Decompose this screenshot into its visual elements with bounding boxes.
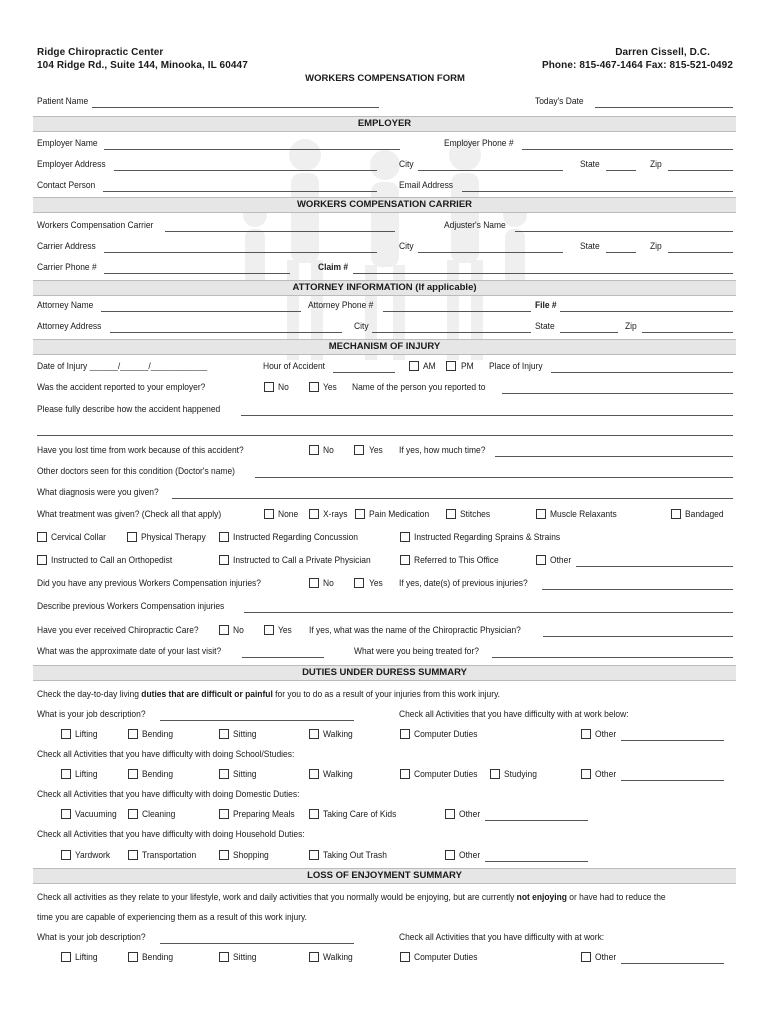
treated-for-label: What were you being treated for?	[354, 646, 479, 656]
duties-job-desc-field[interactable]	[160, 720, 354, 721]
treatment-concussion-label: Instructed Regarding Concussion	[233, 532, 358, 542]
household-yardwork-label: Yardwork	[75, 850, 111, 860]
domestic-vacuuming-label: Vacuuming	[75, 809, 117, 819]
reported-to-label: Name of the person you reported to	[352, 382, 486, 392]
household-other-field[interactable]	[485, 861, 588, 862]
describe-accident-label: Please fully describe how the accident happened	[37, 404, 221, 414]
claim-field[interactable]	[353, 273, 733, 274]
school-lifting-checkbox[interactable]	[61, 769, 71, 779]
treatment-concussion-checkbox[interactable]	[219, 532, 229, 542]
employer-zip-label: Zip	[650, 159, 662, 169]
domestic-meals-checkbox[interactable]	[219, 809, 229, 819]
lost-time-yes-label: Yes	[369, 445, 383, 455]
school-other-field[interactable]	[621, 780, 724, 781]
last-visit-field[interactable]	[242, 657, 324, 658]
work-lifting-checkbox[interactable]	[61, 729, 71, 739]
describe-previous-label: Describe previous Workers Compensation injuries	[37, 601, 225, 611]
enjoyment-intro-line2: time you are capable of experiencing them as a result of this work injury.	[37, 912, 307, 922]
employer-state-field[interactable]	[606, 170, 636, 171]
domestic-other-label: Other	[459, 809, 481, 819]
work-lifting-label: Lifting	[75, 729, 98, 739]
work-other-label: Other	[595, 729, 617, 739]
duties-job-desc-label: What is your job description?	[37, 709, 146, 719]
treatment-other-label: Other	[550, 555, 572, 565]
household-other-label: Other	[459, 850, 481, 860]
treatment-ortho-checkbox[interactable]	[37, 555, 47, 565]
duties-intro	[37, 689, 500, 699]
how-much-time-label: If yes, how much time?	[399, 445, 486, 455]
enjoy-walking-label: Walking	[323, 952, 353, 962]
enjoy-computer-label: Computer Duties	[414, 952, 478, 962]
date-of-injury-label: Date of Injury ______/______/____________	[37, 361, 208, 371]
treatment-stitches-label: Stitches	[460, 509, 491, 519]
patient-name-label: Patient Name	[37, 96, 89, 106]
work-computer-checkbox[interactable]	[400, 729, 410, 739]
doctor-name: Darren Cissell, D.C.	[615, 47, 710, 58]
school-walking-checkbox[interactable]	[309, 769, 319, 779]
phone-fax: Phone: 815-467-1464 Fax: 815-521-0492	[541, 60, 733, 71]
household-other-checkbox[interactable]	[445, 850, 455, 860]
adjuster-name-field[interactable]	[515, 231, 733, 232]
treatment-pt-label: Physical Therapy	[141, 532, 206, 542]
treatment-collar-checkbox[interactable]	[37, 532, 47, 542]
carrier-phone-field[interactable]	[104, 273, 290, 274]
reported-question: Was the accident reported to your employer?	[37, 382, 206, 392]
attorney-city-label: City	[354, 321, 369, 331]
enjoy-bending-label: Bending	[142, 952, 174, 962]
clinic-address: 104 Ridge Rd., Suite 144, Minooka, IL 60447	[37, 60, 248, 71]
work-sitting-label: Sitting	[233, 729, 257, 739]
enjoy-lifting-label: Lifting	[75, 952, 98, 962]
file-label: File #	[535, 300, 557, 310]
treatment-question: What treatment was given? (Check all that apply)	[37, 509, 222, 519]
domestic-meals-label: Preparing Meals	[233, 809, 295, 819]
clinic-name: Ridge Chiropractic Center	[37, 47, 164, 58]
chiro-yes-checkbox[interactable]	[264, 625, 274, 635]
attorney-zip-field[interactable]	[642, 332, 733, 333]
duties-intro-a: Check the day-to-day living	[37, 689, 142, 699]
school-computer-checkbox[interactable]	[400, 769, 410, 779]
lost-time-question: Have you lost time from work because of this accident?	[37, 445, 244, 455]
form-title: WORKERS COMPENSATION FORM	[305, 73, 465, 84]
attorney-name-label: Attorney Name	[37, 300, 94, 310]
attorney-state-field[interactable]	[560, 332, 618, 333]
carrier-city-field[interactable]	[418, 252, 563, 253]
enjoyment-job-desc-label: What is your job description?	[37, 932, 146, 942]
treatment-other-checkbox[interactable]	[536, 555, 546, 565]
previous-yes-checkbox[interactable]	[354, 578, 364, 588]
place-of-injury-field[interactable]	[551, 372, 733, 373]
employer-city-label: City	[399, 159, 414, 169]
carrier-state-label: State	[580, 241, 600, 251]
enjoy-sitting-checkbox[interactable]	[219, 952, 229, 962]
attorney-city-field[interactable]	[372, 332, 531, 333]
household-trash-label: Taking Out Trash	[323, 850, 387, 860]
employer-address-label: Employer Address	[37, 159, 106, 169]
enjoyment-intro-b: not enjoying	[516, 892, 567, 902]
section-duties: DUTIES UNDER DURESS SUMMARY	[33, 665, 736, 681]
carrier-state-field[interactable]	[606, 252, 636, 253]
attorney-zip-label: Zip	[625, 321, 637, 331]
pm-checkbox[interactable]	[446, 361, 456, 371]
treatment-pt-checkbox[interactable]	[127, 532, 137, 542]
school-studying-label: Studying	[504, 769, 537, 779]
treatment-private-checkbox[interactable]	[219, 555, 229, 565]
adjuster-name-label: Adjuster's Name	[444, 220, 506, 230]
chiro-care-question: Have you ever received Chiropractic Care?	[37, 625, 199, 635]
household-transportation-checkbox[interactable]	[128, 850, 138, 860]
todays-date-field[interactable]	[595, 107, 733, 108]
treatment-xrays-label: X-rays	[323, 509, 348, 519]
work-computer-label: Computer Duties	[414, 729, 478, 739]
carrier-address-field[interactable]	[104, 252, 377, 253]
enjoyment-intro-c: or have had to reduce the	[566, 892, 666, 902]
todays-date-label: Today's Date	[535, 96, 584, 106]
am-checkbox[interactable]	[409, 361, 419, 371]
other-doctors-label: Other doctors seen for this condition (Doctor's name)	[37, 466, 235, 476]
treatment-sprains-checkbox[interactable]	[400, 532, 410, 542]
treatment-stitches-checkbox[interactable]	[446, 509, 456, 519]
last-visit-label: What was the approximate date of your last visit?	[37, 646, 222, 656]
email-address-label: Email Address	[399, 180, 454, 190]
treatment-muscle-label: Muscle Relaxants	[550, 509, 617, 519]
school-studying-checkbox[interactable]	[490, 769, 500, 779]
duties-work-label: Check all Activities that you have difficulty with at work below:	[399, 709, 629, 719]
reported-to-field[interactable]	[502, 393, 733, 394]
describe-accident-field[interactable]	[241, 415, 733, 416]
enjoy-bending-checkbox[interactable]	[128, 952, 138, 962]
enjoy-walking-checkbox[interactable]	[309, 952, 319, 962]
previous-dates-field[interactable]	[542, 589, 733, 590]
household-shopping-label: Shopping	[233, 850, 269, 860]
diagnosis-field[interactable]	[172, 498, 733, 499]
attorney-phone-label: Attorney Phone #	[308, 300, 374, 310]
attorney-address-field[interactable]	[110, 332, 342, 333]
domestic-vacuuming-checkbox[interactable]	[61, 809, 71, 819]
hour-of-accident-label: Hour of Accident	[263, 361, 326, 371]
contact-person-label: Contact Person	[37, 180, 96, 190]
duties-domestic-label: Check all Activities that you have difficulty with doing Domestic Duties:	[37, 789, 300, 799]
previous-no-label: No	[323, 578, 334, 588]
treatment-other-field[interactable]	[576, 566, 733, 567]
treatment-referred-checkbox[interactable]	[400, 555, 410, 565]
domestic-kids-checkbox[interactable]	[309, 809, 319, 819]
treatment-bandaged-label: Bandaged	[685, 509, 724, 519]
treatment-collar-label: Cervical Collar	[51, 532, 106, 542]
school-walking-label: Walking	[323, 769, 353, 779]
treatment-muscle-checkbox[interactable]	[536, 509, 546, 519]
work-bending-checkbox[interactable]	[128, 729, 138, 739]
domestic-kids-label: Taking Care of Kids	[323, 809, 397, 819]
attorney-name-field[interactable]	[101, 311, 301, 312]
claim-label: Claim #	[318, 262, 349, 272]
enjoy-other-field[interactable]	[621, 963, 724, 964]
carrier-name-field[interactable]	[165, 231, 395, 232]
file-field[interactable]	[560, 311, 733, 312]
domestic-other-checkbox[interactable]	[445, 809, 455, 819]
treatment-xrays-checkbox[interactable]	[309, 509, 319, 519]
treatment-none-checkbox[interactable]	[264, 509, 274, 519]
employer-city-field[interactable]	[418, 170, 563, 171]
chiro-physician-field[interactable]	[543, 636, 733, 637]
treated-for-field[interactable]	[492, 657, 733, 658]
work-walking-checkbox[interactable]	[309, 729, 319, 739]
duties-school-label: Check all Activities that you have difficulty with doing School/Studies:	[37, 749, 295, 759]
enjoyment-job-desc-field[interactable]	[160, 943, 354, 944]
domestic-cleaning-label: Cleaning	[142, 809, 176, 819]
carrier-zip-field[interactable]	[668, 252, 733, 253]
reported-no-label: No	[278, 382, 289, 392]
employer-name-label: Employer Name	[37, 138, 98, 148]
attorney-address-label: Attorney Address	[37, 321, 102, 331]
lost-time-no-label: No	[323, 445, 334, 455]
school-sitting-label: Sitting	[233, 769, 257, 779]
school-bending-checkbox[interactable]	[128, 769, 138, 779]
lost-time-no-checkbox[interactable]	[309, 445, 319, 455]
school-sitting-checkbox[interactable]	[219, 769, 229, 779]
previous-yes-label: Yes	[369, 578, 383, 588]
domestic-cleaning-checkbox[interactable]	[128, 809, 138, 819]
attorney-state-label: State	[535, 321, 555, 331]
household-yardwork-checkbox[interactable]	[61, 850, 71, 860]
school-other-label: Other	[595, 769, 617, 779]
treatment-pain-checkbox[interactable]	[355, 509, 365, 519]
hour-of-accident-field[interactable]	[333, 372, 395, 373]
employer-name-field[interactable]	[104, 149, 400, 150]
treatment-private-label: Instructed to Call a Private Physician	[233, 555, 371, 565]
enjoy-sitting-label: Sitting	[233, 952, 257, 962]
section-mechanism: MECHANISM OF INJURY	[33, 339, 736, 355]
reported-yes-label: Yes	[323, 382, 337, 392]
employer-phone-field[interactable]	[522, 149, 733, 150]
treatment-none-label: None	[278, 509, 299, 519]
enjoy-other-checkbox[interactable]	[581, 952, 591, 962]
describe-previous-field[interactable]	[244, 612, 733, 613]
email-address-field[interactable]	[462, 191, 733, 192]
enjoyment-work-label: Check all Activities that you have difficulty with at work:	[399, 932, 605, 942]
enjoyment-intro	[37, 892, 666, 902]
previous-dates-label: If yes, date(s) of previous injuries?	[399, 578, 528, 588]
enjoy-lifting-checkbox[interactable]	[61, 952, 71, 962]
treatment-pain-label: Pain Medication	[369, 509, 430, 519]
domestic-other-field[interactable]	[485, 820, 588, 821]
pm-label: PM	[461, 361, 474, 371]
chiro-no-label: No	[233, 625, 244, 635]
carrier-address-label: Carrier Address	[37, 241, 96, 251]
section-employer: EMPLOYER	[33, 116, 736, 132]
work-other-field[interactable]	[621, 740, 724, 741]
carrier-name-label: Workers Compensation Carrier	[37, 220, 154, 230]
employer-zip-field[interactable]	[668, 170, 733, 171]
work-bending-label: Bending	[142, 729, 174, 739]
work-sitting-checkbox[interactable]	[219, 729, 229, 739]
section-attorney: ATTORNEY INFORMATION (If applicable)	[33, 280, 736, 296]
employer-address-field[interactable]	[114, 170, 377, 171]
reported-yes-checkbox[interactable]	[309, 382, 319, 392]
contact-person-field[interactable]	[103, 191, 377, 192]
duties-intro-b: duties that are difficult or painful	[141, 689, 273, 699]
employer-phone-label: Employer Phone #	[444, 138, 514, 148]
carrier-city-label: City	[399, 241, 414, 251]
duties-household-label: Check all Activities that you have difficulty with doing Household Duties:	[37, 829, 305, 839]
carrier-zip-label: Zip	[650, 241, 662, 251]
enjoy-computer-checkbox[interactable]	[400, 952, 410, 962]
employer-state-label: State	[580, 159, 600, 169]
attorney-phone-field[interactable]	[383, 311, 531, 312]
school-bending-label: Bending	[142, 769, 174, 779]
section-enjoyment: LOSS OF ENJOYMENT SUMMARY	[33, 868, 736, 884]
household-transportation-label: Transportation	[142, 850, 197, 860]
work-other-checkbox[interactable]	[581, 729, 591, 739]
am-label: AM	[423, 361, 436, 371]
treatment-ortho-label: Instructed to Call an Orthopedist	[51, 555, 173, 565]
household-trash-checkbox[interactable]	[309, 850, 319, 860]
school-other-checkbox[interactable]	[581, 769, 591, 779]
chiro-physician-label: If yes, what was the name of the Chiropractic Physician?	[309, 625, 521, 635]
chiro-yes-label: Yes	[278, 625, 292, 635]
treatment-sprains-label: Instructed Regarding Sprains & Strains	[414, 532, 561, 542]
lost-time-yes-checkbox[interactable]	[354, 445, 364, 455]
describe-accident-field-2[interactable]	[37, 435, 733, 436]
duties-intro-c: for you to do as a result of your injuries from this work injury.	[272, 689, 501, 699]
section-carrier: WORKERS COMPENSATION CARRIER	[33, 197, 736, 213]
how-much-time-field[interactable]	[495, 456, 733, 457]
household-shopping-checkbox[interactable]	[219, 850, 229, 860]
chiro-no-checkbox[interactable]	[219, 625, 229, 635]
patient-name-field[interactable]	[92, 107, 379, 108]
enjoyment-intro-a: Check all activities as they relate to your lifestyle, work and daily activities that you normally would be enjoying, but are currently	[37, 892, 517, 902]
other-doctors-field[interactable]	[255, 477, 733, 478]
diagnosis-label: What diagnosis were you given?	[37, 487, 159, 497]
watermark-figures-image	[215, 125, 555, 375]
school-computer-label: Computer Duties	[414, 769, 478, 779]
school-lifting-label: Lifting	[75, 769, 98, 779]
reported-no-checkbox[interactable]	[264, 382, 274, 392]
work-walking-label: Walking	[323, 729, 353, 739]
place-of-injury-label: Place of Injury	[489, 361, 543, 371]
carrier-phone-label: Carrier Phone #	[37, 262, 97, 272]
treatment-referred-label: Referred to This Office	[414, 555, 499, 565]
enjoy-other-label: Other	[595, 952, 617, 962]
treatment-bandaged-checkbox[interactable]	[671, 509, 681, 519]
previous-no-checkbox[interactable]	[309, 578, 319, 588]
previous-injuries-question: Did you have any previous Workers Compensation injuries?	[37, 578, 261, 588]
